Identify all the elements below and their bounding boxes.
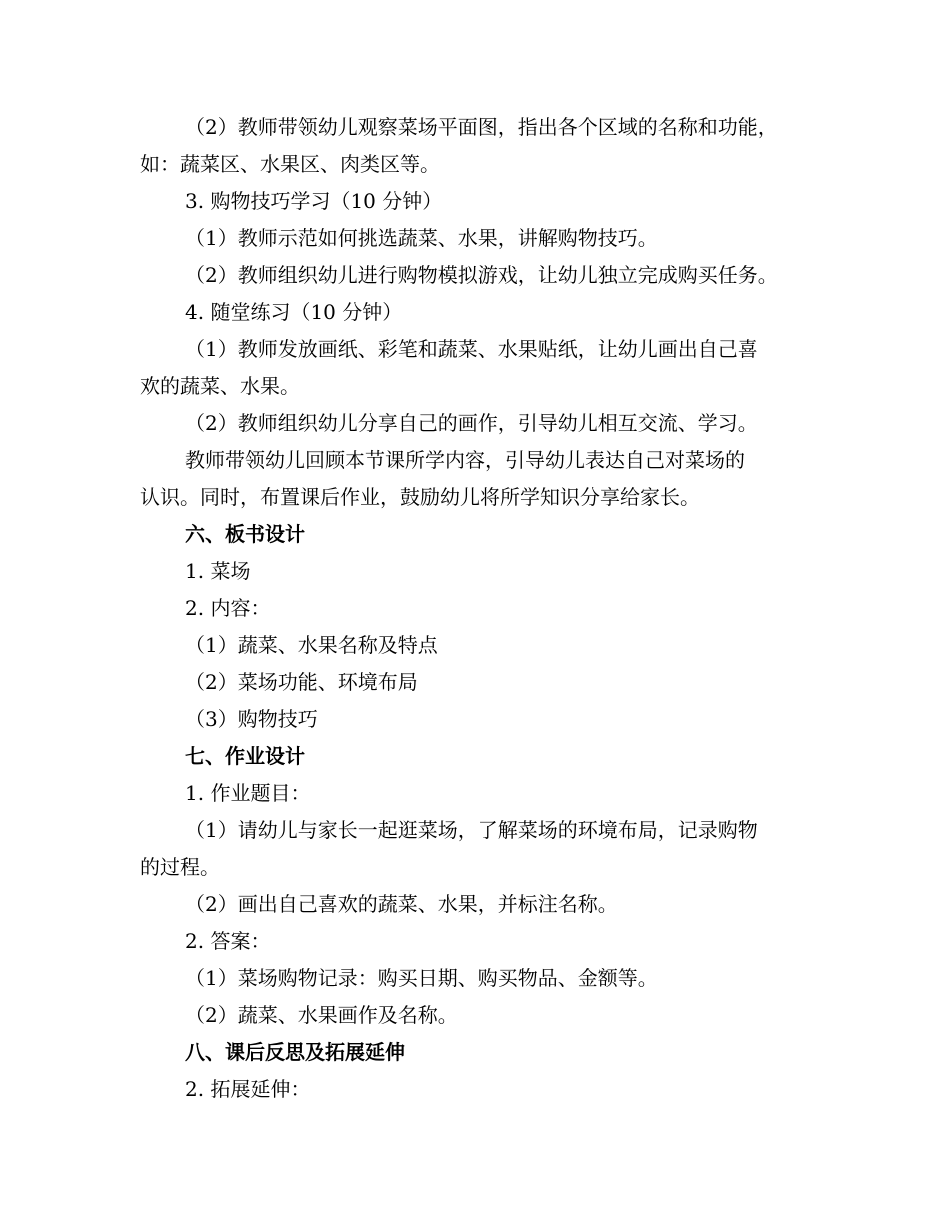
paragraph-line: （1）教师示范如何挑选蔬菜、水果，讲解购物技巧。 [185, 226, 658, 250]
section-heading: 八、课后反思及拓展延伸 [185, 1040, 405, 1064]
paragraph-line: 欢的蔬菜、水果。 [140, 374, 300, 398]
section-heading: 六、板书设计 [185, 522, 305, 546]
paragraph-line: （1）请幼儿与家长一起逛菜场，了解菜场的环境布局，记录购物 [185, 818, 758, 842]
section-heading: 七、作业设计 [185, 744, 305, 768]
paragraph-line: （2）教师带领幼儿观察菜场平面图，指出各个区域的名称和功能， [185, 115, 778, 139]
list-item: 2. 拓展延伸： [185, 1077, 311, 1101]
list-item: 2. 答案： [185, 929, 271, 953]
list-item: （3）购物技巧 [185, 707, 318, 731]
list-item: （1）蔬菜、水果名称及特点 [185, 633, 438, 657]
list-item-heading: 3. 购物技巧学习（10 分钟） [185, 189, 443, 213]
paragraph-line: （2）教师组织幼儿分享自己的画作，引导幼儿相互交流、学习。 [185, 411, 758, 435]
paragraph-line: 认识。同时，布置课后作业，鼓励幼儿将所学知识分享给家长。 [140, 485, 700, 509]
paragraph-line: 的过程。 [140, 855, 220, 879]
list-item: （2）菜场功能、环境布局 [185, 670, 418, 694]
list-item: 2. 内容： [185, 596, 271, 620]
paragraph-line: （2）蔬菜、水果画作及名称。 [185, 1003, 458, 1027]
list-item: 1. 作业题目： [185, 781, 311, 805]
paragraph-line: （1）菜场购物记录：购买日期、购买物品、金额等。 [185, 966, 658, 990]
paragraph-line: （2）画出自己喜欢的蔬菜、水果，并标注名称。 [185, 892, 618, 916]
paragraph-line: 如：蔬菜区、水果区、肉类区等。 [140, 152, 440, 176]
paragraph-line: 教师带领幼儿回顾本节课所学内容，引导幼儿表达自己对菜场的 [185, 448, 745, 472]
paragraph-line: （2）教师组织幼儿进行购物模拟游戏，让幼儿独立完成购买任务。 [185, 263, 778, 287]
list-item: 1. 菜场 [185, 559, 251, 583]
paragraph-line: （1）教师发放画纸、彩笔和蔬菜、水果贴纸，让幼儿画出自己喜 [185, 337, 758, 361]
list-item-heading: 4. 随堂练习（10 分钟） [185, 300, 403, 324]
